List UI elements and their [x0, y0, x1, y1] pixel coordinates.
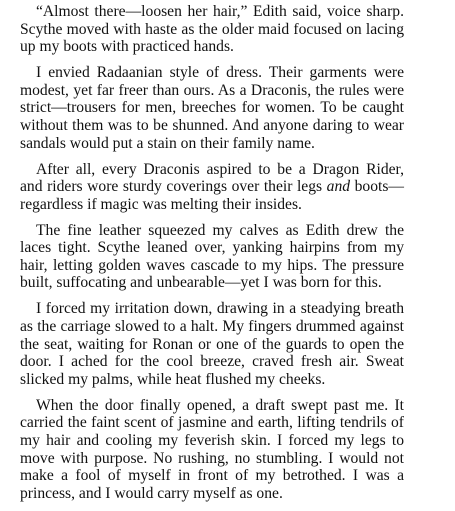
paragraph-4-text: The fine leather squeezed my calves as Edith drew the laces tight. Scythe leaned over, yanking hairpins from my hair, letting golden waves cascade to my hips. The pressure built, suffocating and unbearable—yet I was born for this.: [20, 221, 404, 292]
paragraph-2-text: I envied Radaanian style of dress. Their garments were modest, yet far freer than ours. As a Draconis, the rules were strict—trousers for men, breeches for women. To be caught without them was to be shunned. And anyone daring to wear sandals would put a stain on their family name.: [20, 64, 404, 152]
book-page: [20, 0, 404, 511]
paragraph-1: [20, 3, 404, 56]
paragraph-6-text: When the door finally opened, a draft swept past me. It carried the faint scent of jasmine and earth, lifting tendrils of my hair and cooling my feverish skin. I forced my legs to move with purpose. No rushing, no stumbling. I would not make a fool of myself in front of my betrothed. I was a princess, and I would carry myself as one.: [20, 396, 404, 502]
paragraph-4: [20, 222, 404, 292]
paragraph-3-emphasis: and: [326, 178, 351, 196]
paragraph-6: [20, 397, 404, 503]
paragraph-3: [20, 161, 404, 214]
paragraph-3-text-b: boots—regardless if magic was melting their insides.: [20, 178, 404, 213]
paragraph-2: [20, 64, 404, 152]
paragraph-5: [20, 300, 404, 388]
paragraph-3-text-a: After all, every Draconis aspired to be a Dragon Rider, and riders wore sturdy coverings over their legs: [20, 160, 404, 196]
paragraph-1-text: “Almost there—loosen her hair,” Edith said, voice sharp. Scythe moved with haste as the older maid focused on lacing up my boots with practiced hands.: [20, 3, 404, 56]
paragraph-5-text: I forced my irritation down, drawing in a steadying breath as the carriage slowed to a halt. My fingers drummed against the seat, waiting for Ronan or one of the guards to open the door. I ached for the cool breeze, craved fresh air. Sweat slicked my palms, while heat flushed my cheeks.: [20, 300, 404, 388]
